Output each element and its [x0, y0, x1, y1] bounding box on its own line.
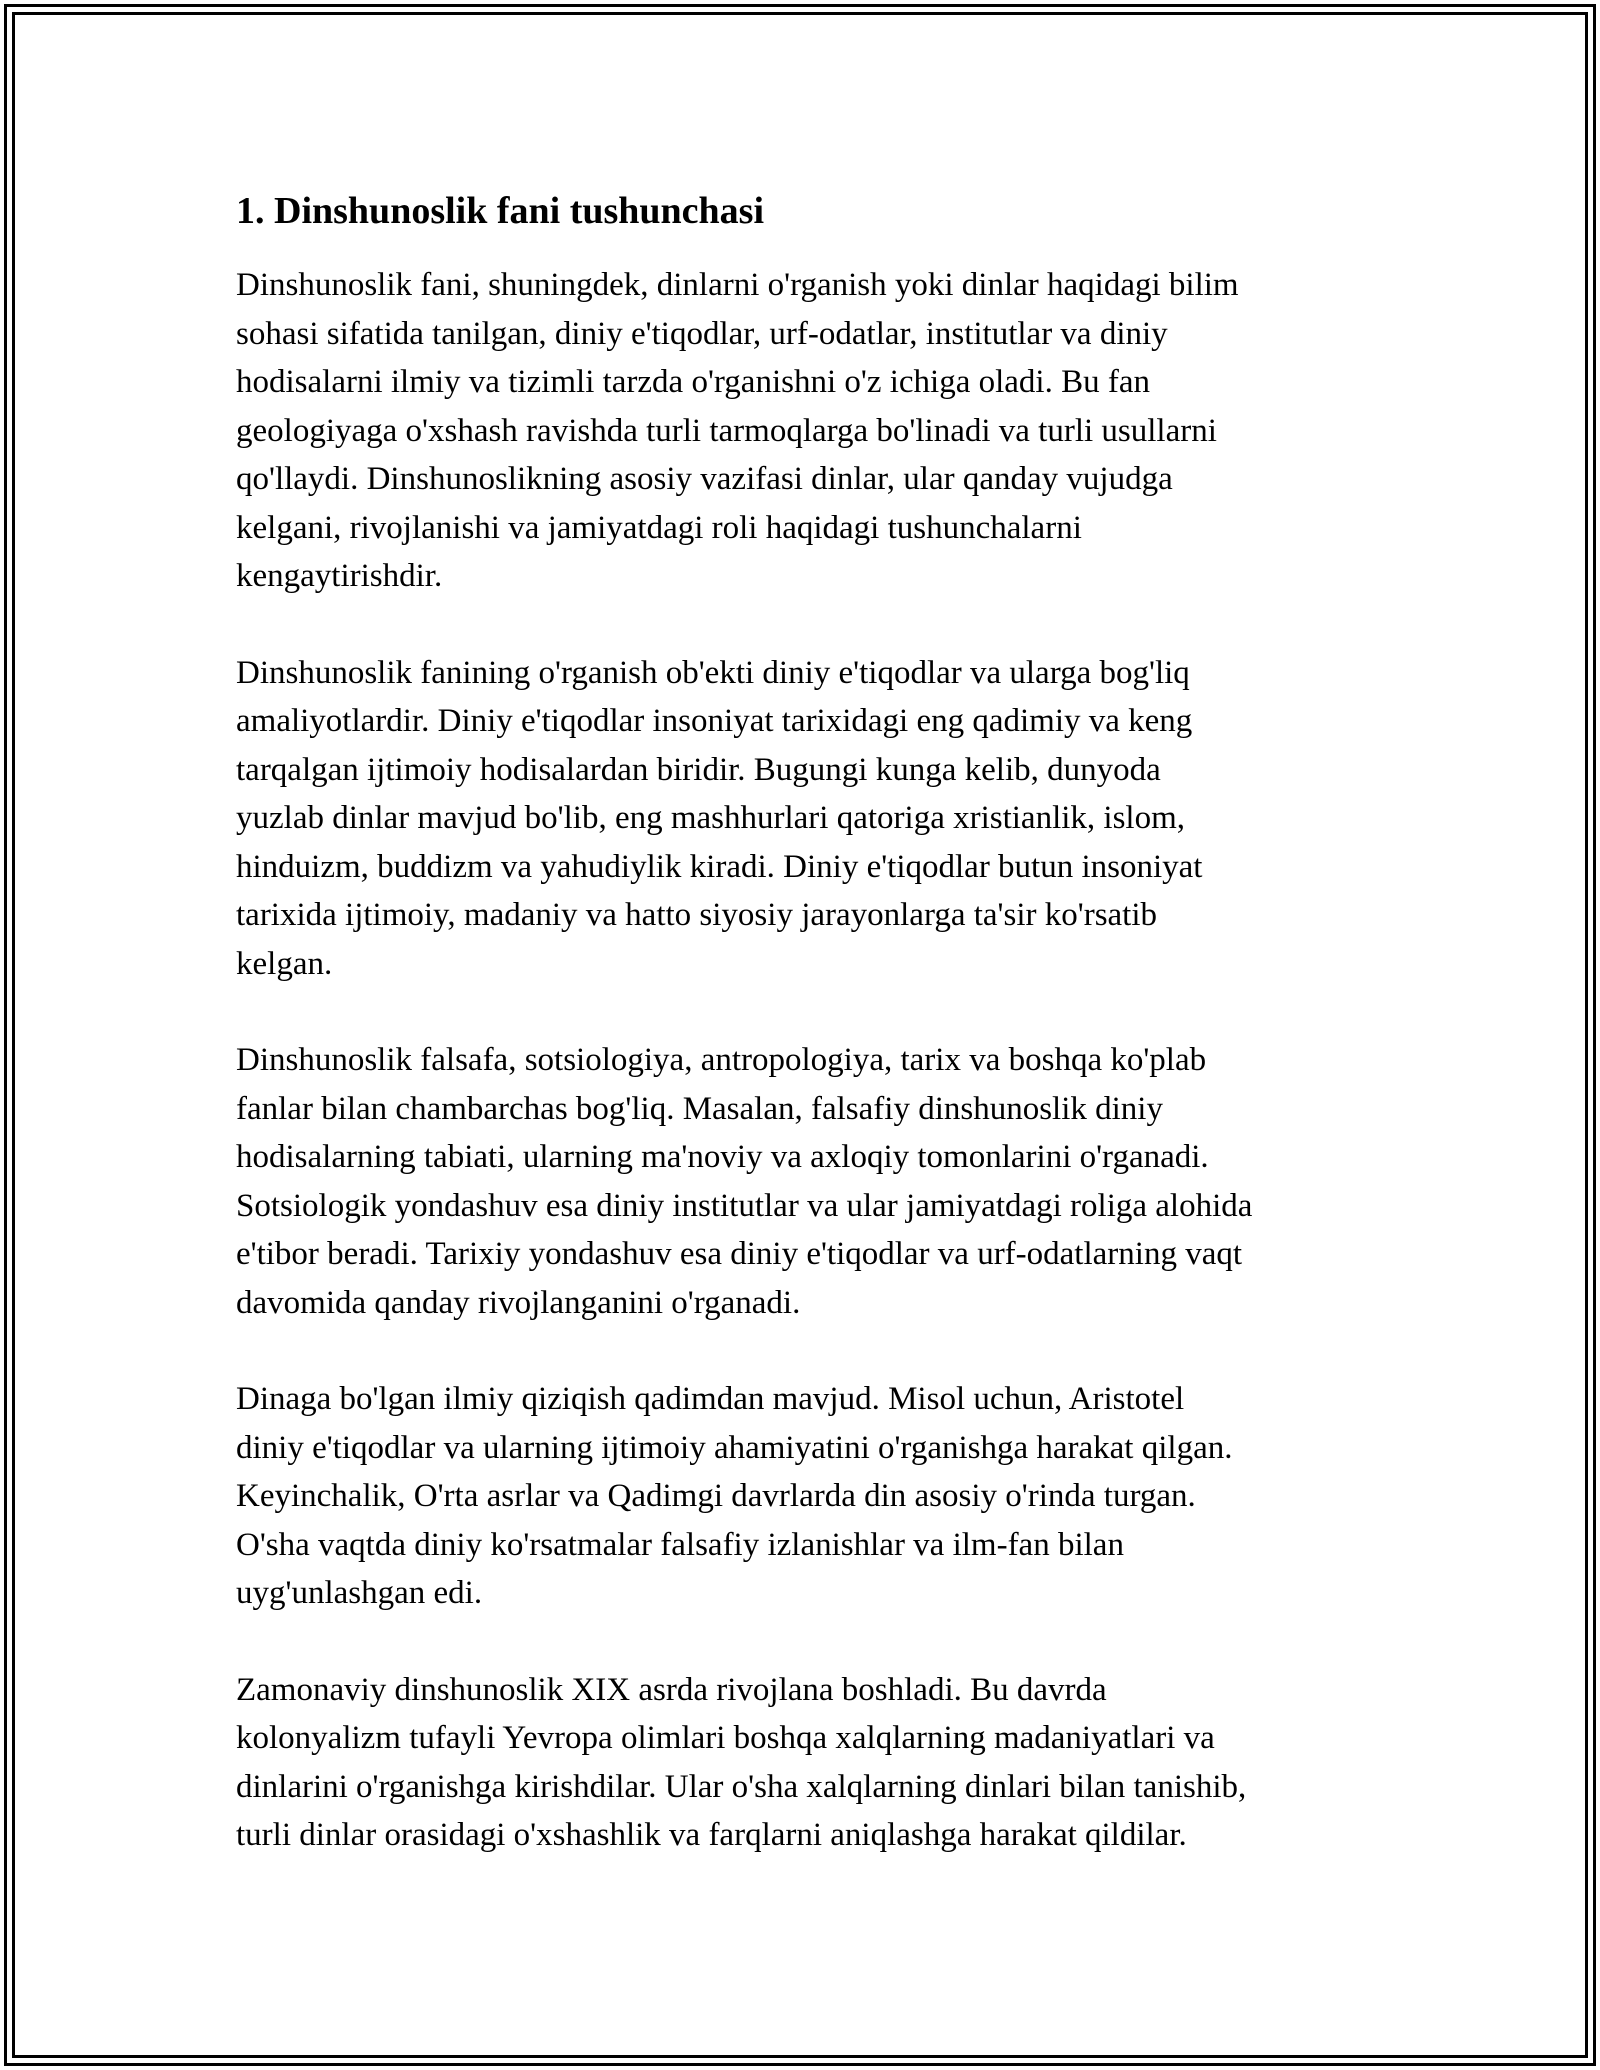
document-body — [236, 185, 1376, 1908]
paragraph-3: Dinshunoslik falsafa, sotsiologiya, antropologiya, tarix va boshqa ko'plab fanlar bilan chambarchas bog'liq. Masalan, falsafiy dinshunoslik diniy hodisalarning tabiati, ularning ma'noviy va axloqiy tomonlarini o'rganadi. Sotsiologik yondashuv esa diniy institutlar va ular jamiyatdagi roliga alohida e'tibor beradi. Tarixiy yondashuv esa diniy e'tiqodlar va urf-odatlarning vaqt davomida qanday rivojlanganini o'rganadi. — [236, 1042, 1253, 1321]
page-title: 1. Dinshunoslik fani tushunchasi — [236, 190, 765, 232]
paragraph-1: Dinshunoslik fani, shuningdek, dinlarni o'rganish yoki dinlar haqidagi bilim sohasi sifatida tanilgan, diniy e'tiqodlar, urf-odatlar, institutlar va diniy hodisalarni ilmiy va tizimli tarzda o'rganishni o'z ichiga oladi. Bu fan geologiyaga o'xshash ravishda turli tarmoqlarga bo'linadi va turli usullarni qo'llaydi. Dinshunoslikning asosiy vazifasi dinlar, ular qanday vujudga kelgani, rivojlanishi va jamiyatdagi roli haqidagi tushunchalarni kengaytirishdir. — [236, 267, 1239, 594]
paragraph-5: Zamonaviy dinshunoslik XIX asrda rivojlana boshladi. Bu davrda kolonyalizm tufayli Yevropa olimlari boshqa xalqlarning madaniyatlari va dinlarini o'rganishga kirishdilar. Ular o'sha xalqlarning dinlari bilan tanishib, turli dinlar orasidagi o'xshashlik va farqlarni aniqlashga harakat qildilar. — [236, 1671, 1247, 1853]
paragraph-4: Dinaga bo'lgan ilmiy qiziqish qadimdan mavjud. Misol uchun, Aristotel diniy e'tiqodlar va ularning ijtimoiy ahamiyatini o'rganishga harakat qilgan. Keyinchalik, O'rta asrlar va Qadimgi davrlarda din asosiy o'rinda turgan. O'sha vaqtda diniy ko'rsatmalar falsafiy izlanishlar va ilm-fan bilan uyg'unlashgan edi. — [236, 1381, 1233, 1611]
paragraph-2: Dinshunoslik fanining o'rganish ob'ekti diniy e'tiqodlar va ularga bog'liq amaliyotlardir. Diniy e'tiqodlar insoniyat tarixidagi eng qadimiy va keng tarqalgan ijtimoiy hodisalardan biridir. Bugungi kunga kelib, dunyoda yuzlab dinlar mavjud bo'lib, eng mashhurlari qatoriga xristianlik, islom, hinduizm, buddizm va yahudiylik kiradi. Diniy e'tiqodlar butun insoniyat tarixida ijtimoiy, madaniy va hatto siyosiy jarayonlarga ta'sir ko'rsatib kelgan. — [236, 654, 1203, 982]
